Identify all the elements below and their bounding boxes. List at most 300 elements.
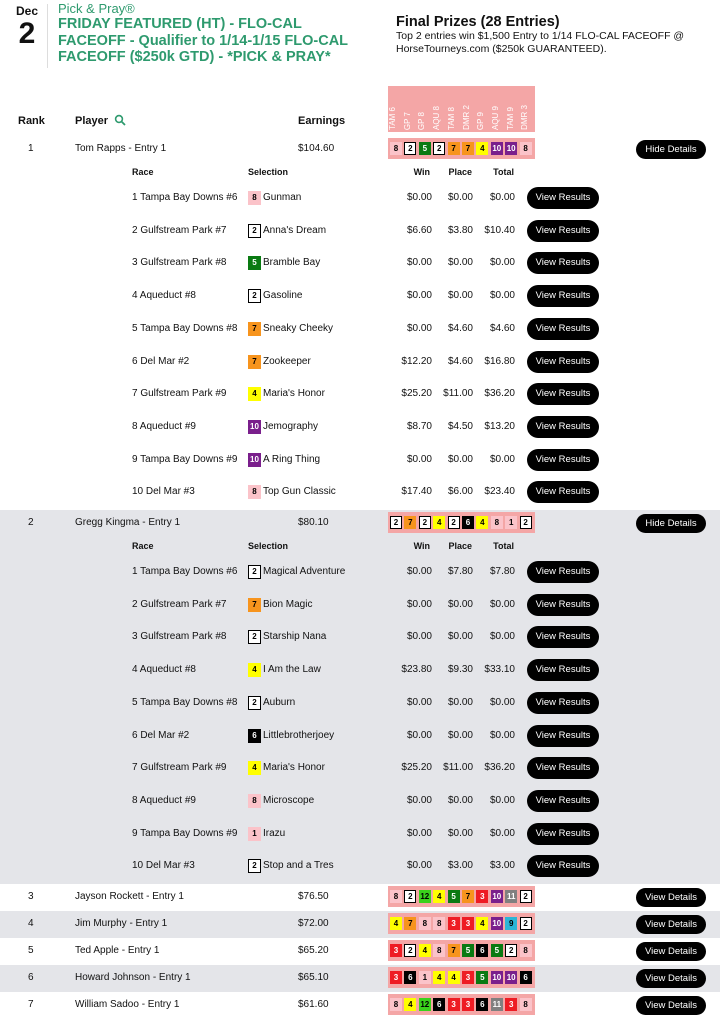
pick-cell: 6 (404, 971, 416, 984)
player-name[interactable]: Howard Johnson - Entry 1 (75, 972, 191, 983)
race-name: 10 Del Mar #3 (132, 860, 195, 872)
rank-value: 7 (28, 999, 34, 1010)
date-month: Dec (15, 4, 38, 18)
detail-row (0, 314, 720, 344)
rank-value: 1 (28, 143, 34, 154)
pick-cell: 10 (506, 973, 516, 982)
pick-cell: 9 (505, 917, 517, 930)
place-payout: $0.00 (447, 827, 473, 839)
race-name: 3 Gulfstream Park #8 (132, 631, 227, 643)
earnings-value: $72.00 (298, 918, 329, 929)
tournament-header (0, 0, 720, 95)
detail-row (0, 281, 720, 311)
pick-cell: 8 (419, 917, 431, 930)
pick-cell: 6 (520, 971, 532, 984)
total-payout: $0.00 (489, 598, 515, 610)
pick-cell: 7 (404, 917, 416, 930)
prizes-title: Final Prizes (28 Entries) (396, 14, 560, 30)
detail-row (0, 753, 720, 783)
detail-row (0, 248, 720, 278)
pick-cell: 2 (404, 890, 416, 903)
earnings-value: $65.20 (298, 945, 329, 956)
place-payout: $0.00 (447, 257, 473, 269)
picks-strip (388, 913, 535, 934)
player-name[interactable]: Tom Rapps - Entry 1 (75, 143, 167, 154)
selection-number: 4 (248, 761, 261, 775)
view-results-button[interactable]: View Results (527, 351, 599, 373)
selection-number: 2 (248, 696, 261, 710)
pick-cell: 2 (390, 516, 402, 529)
pick-cell: 3 (462, 998, 474, 1011)
tournament-name-line: FACEOFF ($250k GTD) - *PICK & PRAY* (58, 49, 331, 66)
pick-cell: 4 (390, 917, 402, 930)
win-payout: $0.00 (406, 322, 432, 334)
pick-cell: 4 (433, 890, 445, 903)
pick-cell: 2 (520, 917, 532, 930)
total-payout: $0.00 (489, 453, 515, 465)
earnings-value: $80.10 (298, 517, 329, 528)
win-payout: $12.20 (401, 355, 432, 367)
selection-horse: Maria's Honor (263, 388, 325, 400)
pick-cell: 5 (419, 142, 431, 155)
view-results-button[interactable]: View Results (527, 790, 599, 812)
view-results-button[interactable]: View Results (527, 757, 599, 779)
total-payout: $0.00 (489, 192, 515, 203)
pick-cell: 1 (419, 971, 431, 984)
date-day: 2 (18, 17, 36, 50)
selection-number: 1 (248, 827, 261, 841)
place-payout: $0.00 (447, 192, 473, 203)
view-results-button[interactable]: View Results (527, 220, 599, 242)
race-name: 3 Gulfstream Park #8 (132, 257, 227, 269)
place-payout: $7.80 (447, 566, 473, 577)
place-payout: $0.00 (447, 631, 473, 643)
pick-cell: 5 (476, 971, 488, 984)
detail-row (0, 688, 720, 718)
pick-cell: 1 (505, 516, 517, 529)
pick-cell: 6 (433, 998, 445, 1011)
view-results-button[interactable]: View Results (527, 626, 599, 648)
rank-value: 6 (28, 972, 34, 983)
pick-cell: 8 (390, 890, 402, 903)
header-divider (47, 4, 48, 68)
win-payout: $25.20 (401, 388, 432, 400)
earnings-value: $61.60 (298, 999, 329, 1010)
win-payout: $0.00 (406, 729, 432, 741)
pick-cell: 10 (492, 919, 502, 928)
race-name: 2 Gulfstream Park #7 (132, 224, 227, 236)
detail-row (0, 851, 720, 881)
pick-cell: 4 (433, 516, 445, 529)
total-payout: $16.80 (484, 355, 515, 367)
selection-number: 7 (248, 355, 261, 369)
pick-cell: 2 (448, 516, 460, 529)
selection-number: 10 (248, 420, 261, 434)
pick-cell: 8 (433, 944, 445, 957)
selection-number: 2 (248, 859, 261, 873)
view-results-button[interactable]: View Results (527, 594, 599, 616)
pick-cell: 12 (420, 892, 430, 901)
pick-cell: 4 (433, 971, 445, 984)
rank-value: 2 (28, 517, 34, 528)
win-payout: $23.80 (401, 664, 432, 676)
picks-strip (388, 994, 535, 1015)
place-payout: $0.00 (447, 696, 473, 708)
selection-number: 2 (248, 630, 261, 644)
win-column-header: Win (413, 167, 430, 177)
win-payout: $25.20 (401, 762, 432, 774)
player-header: Player (75, 115, 109, 127)
win-payout: $0.00 (406, 566, 432, 577)
pick-cell: 10 (492, 973, 502, 982)
race-name: 4 Aqueduct #8 (132, 290, 196, 302)
pick-cell: 2 (419, 516, 431, 529)
total-payout: $4.60 (489, 322, 515, 334)
pick-cell: 6 (476, 998, 488, 1011)
place-payout: $3.00 (447, 860, 473, 872)
total-column-header: Total (493, 541, 514, 551)
race-name: 6 Del Mar #2 (132, 355, 190, 367)
selection-horse: Gasoline (263, 290, 303, 302)
selection-number: 6 (248, 729, 261, 743)
race-name: 5 Tampa Bay Downs #8 (132, 696, 238, 708)
selection-column-header: Selection (248, 167, 289, 177)
view-results-button[interactable]: View Results (527, 416, 599, 438)
win-payout: $0.00 (406, 290, 432, 302)
selection-number: 4 (248, 663, 261, 677)
detail-row (0, 786, 720, 816)
win-payout: $6.60 (406, 224, 432, 236)
pick-cell: 7 (462, 142, 474, 155)
total-payout: $33.10 (484, 664, 515, 676)
view-details-button[interactable]: View Details (636, 915, 706, 934)
prizes-description: Top 2 entries win $1,500 Entry to 1/14 FLO-CAL FACEOFF @ (396, 30, 685, 42)
view-results-button[interactable]: View Results (527, 252, 599, 274)
detail-row (0, 590, 720, 620)
detail-row (0, 622, 720, 652)
view-results-button[interactable]: View Results (527, 725, 599, 747)
pick-cell: 7 (448, 944, 460, 957)
player-row[interactable] (0, 136, 720, 163)
selection-horse: Sneaky Cheeky (263, 322, 334, 334)
earnings-value: $65.10 (298, 972, 329, 983)
place-column-header: Place (448, 167, 472, 177)
pick-cell: 7 (448, 142, 460, 155)
race-name: 1 Tampa Bay Downs #6 (132, 192, 238, 203)
selection-horse: Auburn (263, 696, 296, 708)
player-name[interactable]: Gregg Kingma - Entry 1 (75, 517, 181, 528)
selection-horse: Irazu (263, 827, 286, 839)
pick-cell: 3 (462, 917, 474, 930)
place-payout: $11.00 (443, 762, 473, 774)
pick-cell: 4 (476, 142, 488, 155)
pick-cell: 5 (491, 944, 503, 957)
race-header-label: TAM 9 (505, 107, 515, 130)
selection-horse: I Am the Law (263, 664, 321, 676)
view-results-button[interactable]: View Results (527, 659, 599, 681)
pick-cell: 3 (448, 998, 460, 1011)
race-name: 2 Gulfstream Park #7 (132, 598, 227, 610)
pick-cell: 11 (492, 1000, 502, 1009)
selection-horse: Stop and a Tres (263, 860, 334, 872)
player-name[interactable]: Ted Apple - Entry 1 (75, 945, 160, 956)
race-header-label: DMR 3 (520, 105, 530, 130)
player-name[interactable]: Jayson Rockett - Entry 1 (75, 891, 184, 902)
view-details-button[interactable]: View Details (636, 942, 706, 961)
pick-cell: 3 (390, 971, 402, 984)
detail-row (0, 445, 720, 475)
race-header-label: AQU 8 (432, 105, 442, 130)
pick-cell: 11 (506, 892, 516, 901)
detail-row (0, 721, 720, 751)
race-name: 5 Tampa Bay Downs #8 (132, 322, 238, 334)
pick-cell: 2 (505, 944, 517, 957)
detail-row (0, 655, 720, 685)
view-results-button[interactable]: View Results (527, 823, 599, 845)
view-details-button[interactable]: View Details (636, 888, 706, 907)
pick-cell: 8 (520, 944, 532, 957)
picks-strip (388, 138, 535, 159)
search-icon[interactable] (114, 114, 126, 126)
pick-cell: 7 (404, 516, 416, 529)
player-row[interactable] (0, 510, 720, 537)
view-results-button[interactable]: View Results (527, 561, 599, 583)
pick-cell: 4 (419, 944, 431, 957)
view-results-button[interactable]: View Results (527, 318, 599, 340)
selection-number: 2 (248, 565, 261, 579)
detail-row (0, 216, 720, 246)
pick-cell: 3 (476, 890, 488, 903)
pick-cell: 8 (520, 998, 532, 1011)
win-column-header: Win (413, 541, 430, 551)
detail-row (0, 347, 720, 377)
selection-number: 8 (248, 794, 261, 808)
pick-cell: 5 (462, 944, 474, 957)
selection-horse: Jemography (263, 420, 319, 432)
win-payout: $0.00 (406, 631, 432, 643)
place-payout: $6.00 (447, 486, 473, 498)
contest-brand: Pick & Pray® (58, 1, 135, 16)
place-payout: $3.80 (447, 224, 473, 236)
pick-cell: 4 (476, 917, 488, 930)
selection-number: 7 (248, 322, 261, 336)
total-payout: $36.20 (484, 388, 515, 400)
race-column-header: Race (132, 167, 154, 177)
race-name: 8 Aqueduct #9 (132, 794, 196, 806)
place-payout: $0.00 (447, 598, 473, 610)
pick-cell: 2 (433, 142, 445, 155)
selection-horse: Microscope (263, 794, 315, 806)
pick-cell: 4 (404, 998, 416, 1011)
selection-horse: Maria's Honor (263, 762, 325, 774)
pick-cell: 2 (404, 944, 416, 957)
race-name: 1 Tampa Bay Downs #6 (132, 566, 238, 577)
pick-cell: 8 (390, 142, 402, 155)
rank-value: 3 (28, 891, 34, 902)
race-name: 9 Tampa Bay Downs #9 (132, 453, 238, 465)
pick-cell: 5 (448, 890, 460, 903)
player-name[interactable]: Jim Murphy - Entry 1 (75, 918, 168, 929)
view-details-button[interactable]: View Details (636, 996, 706, 1015)
race-column-header: Race (132, 541, 154, 551)
view-results-button[interactable]: View Results (527, 285, 599, 307)
win-payout: $0.00 (406, 860, 432, 872)
player-row[interactable] (0, 911, 720, 938)
rank-value: 4 (28, 918, 34, 929)
race-name: 7 Gulfstream Park #9 (132, 762, 227, 774)
pick-cell: 8 (491, 516, 503, 529)
player-name[interactable]: William Sadoo - Entry 1 (75, 999, 180, 1010)
player-row[interactable] (0, 992, 720, 1019)
selection-horse: Starship Nana (263, 631, 327, 643)
win-payout: $0.00 (406, 598, 432, 610)
selection-horse: Anna's Dream (263, 224, 327, 236)
total-payout: $0.00 (489, 257, 515, 269)
rank-header: Rank (18, 115, 45, 127)
selection-horse: Magical Adventure (263, 566, 346, 577)
pick-cell: 6 (462, 516, 474, 529)
detail-row (0, 557, 720, 587)
pick-cell: 8 (390, 998, 402, 1011)
place-payout: $9.30 (447, 664, 473, 676)
race-header-label: TAM 6 (388, 107, 397, 130)
place-payout: $0.00 (447, 729, 473, 741)
total-payout: $0.00 (489, 696, 515, 708)
total-payout: $3.00 (489, 860, 515, 872)
pick-cell: 4 (448, 971, 460, 984)
race-name: 9 Tampa Bay Downs #9 (132, 827, 238, 839)
total-payout: $0.00 (489, 794, 515, 806)
tournament-name-line: FRIDAY FEATURED (HT) - FLO-CAL (58, 16, 302, 32)
selection-number: 8 (248, 191, 261, 205)
selection-horse: Top Gun Classic (263, 486, 336, 498)
selection-horse: A Ring Thing (263, 453, 321, 465)
prizes-description: HorseTourneys.com ($250k GUARANTEED). (396, 42, 607, 55)
selection-horse: Littlebrotherjoey (263, 729, 335, 741)
selection-number: 2 (248, 289, 261, 303)
view-results-button[interactable]: View Results (527, 855, 599, 877)
selection-number: 4 (248, 387, 261, 401)
tournament-name-line: FACEOFF - Qualifier to 1/14-1/15 FLO-CAL (58, 32, 349, 49)
place-payout: $0.00 (447, 794, 473, 806)
pick-cell: 3 (462, 971, 474, 984)
total-payout: $13.20 (484, 420, 515, 432)
win-payout: $0.00 (406, 696, 432, 708)
pick-cell: 8 (433, 917, 445, 930)
pick-cell: 3 (448, 917, 460, 930)
race-name: 8 Aqueduct #9 (132, 420, 196, 432)
place-column-header: Place (448, 541, 472, 551)
pick-cell: 2 (404, 142, 416, 155)
race-header-label: GP 9 (476, 111, 486, 130)
race-header-strip (388, 86, 535, 132)
view-results-button[interactable]: View Results (527, 481, 599, 503)
race-header-label: GP 7 (402, 111, 412, 130)
win-payout: $8.70 (406, 420, 432, 432)
selection-number: 10 (248, 453, 261, 467)
place-payout: $4.50 (447, 420, 473, 432)
picks-strip (388, 967, 535, 988)
rank-value: 5 (28, 945, 34, 956)
selection-horse: Bramble Bay (263, 257, 321, 269)
player-row[interactable] (0, 965, 720, 992)
win-payout: $0.00 (406, 257, 432, 269)
place-payout: $4.60 (447, 322, 473, 334)
race-name: 6 Del Mar #2 (132, 729, 190, 741)
player-row[interactable] (0, 884, 720, 911)
total-payout: $0.00 (489, 631, 515, 643)
player-row[interactable] (0, 938, 720, 965)
place-payout: $11.00 (443, 388, 473, 400)
race-name: 7 Gulfstream Park #9 (132, 388, 227, 400)
earnings-value: $76.50 (298, 891, 329, 902)
selection-number: 2 (248, 224, 261, 238)
total-column-header: Total (493, 167, 514, 177)
date-block (12, 4, 42, 48)
race-header-label: AQU 9 (490, 105, 500, 130)
total-payout: $36.20 (484, 762, 515, 774)
race-name: 4 Aqueduct #8 (132, 664, 196, 676)
pick-cell: 7 (462, 890, 474, 903)
selection-column-header: Selection (248, 541, 289, 551)
earnings-value: $104.60 (298, 143, 335, 154)
selection-number: 7 (248, 598, 261, 612)
picks-strip (388, 512, 535, 533)
detail-row (0, 183, 720, 213)
win-payout: $0.00 (406, 453, 432, 465)
pick-cell: 3 (390, 944, 402, 957)
detail-row (0, 477, 720, 507)
total-payout: $0.00 (489, 827, 515, 839)
total-payout: $7.80 (489, 566, 515, 577)
detail-row (0, 819, 720, 849)
detail-row (0, 412, 720, 442)
selection-number: 5 (248, 256, 261, 270)
view-results-button[interactable]: View Results (527, 187, 599, 209)
place-payout: $0.00 (447, 453, 473, 465)
selection-number: 8 (248, 485, 261, 499)
pick-cell: 12 (420, 1000, 430, 1009)
win-payout: $0.00 (406, 192, 432, 203)
earnings-header[interactable]: Earnings (298, 115, 346, 127)
selection-horse: Gunman (263, 192, 302, 203)
view-details-button[interactable]: View Details (636, 969, 706, 988)
selection-horse: Bion Magic (263, 598, 313, 610)
race-header-label: GP 8 (417, 111, 427, 130)
total-payout: $0.00 (489, 290, 515, 302)
total-payout: $10.40 (484, 224, 515, 236)
hide-details-button[interactable]: Hide Details (636, 140, 706, 159)
race-header-label: DMR 2 (461, 105, 471, 130)
win-payout: $0.00 (406, 794, 432, 806)
view-results-button[interactable]: View Results (527, 692, 599, 714)
tournament-title (58, 2, 378, 66)
total-payout: $0.00 (489, 729, 515, 741)
picks-strip (388, 886, 535, 907)
race-header-label: TAM 8 (446, 107, 456, 130)
view-results-button[interactable]: View Results (527, 383, 599, 405)
pick-cell: 10 (492, 144, 502, 153)
win-payout: $17.40 (401, 486, 432, 498)
hide-details-button[interactable]: Hide Details (636, 514, 706, 533)
pick-cell: 6 (476, 944, 488, 957)
total-payout: $23.40 (484, 486, 515, 498)
pick-cell: 8 (520, 142, 532, 155)
pick-cell: 2 (520, 890, 532, 903)
view-results-button[interactable]: View Results (527, 449, 599, 471)
picks-strip (388, 940, 535, 961)
pick-cell: 10 (506, 144, 516, 153)
